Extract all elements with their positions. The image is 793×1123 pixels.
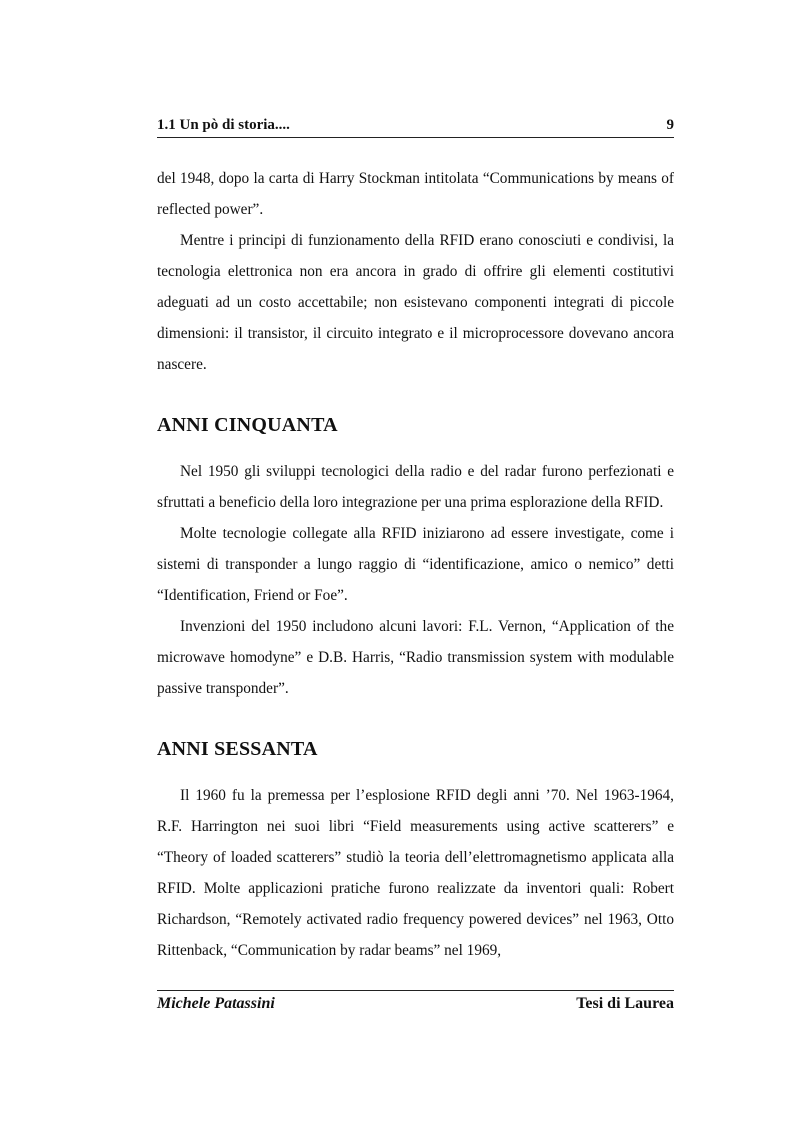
heading-anni-sessanta: ANNI SESSANTA — [157, 738, 318, 760]
heading-anni-cinquanta: ANNI CINQUANTA — [157, 414, 338, 436]
document-type: Tesi di Laurea — [576, 995, 674, 1012]
paragraph-technologies-investigated: Molte tecnologie collegate alla RFID iniziarono ad essere investigate, come i sistemi di transponder a lungo raggio di “identificazione, amico o nemico” detti “Identification, Friend or Foe”. — [157, 525, 674, 604]
paragraph-1950-developments: Nel 1950 gli sviluppi tecnologici della radio e del radar furono perfezionati e sfruttati a beneficio della loro integrazione per una prima esplorazione della RFID. — [157, 463, 674, 511]
paragraph-continuation: del 1948, dopo la carta di Harry Stockman intitolata “Communications by means of reflected power”. — [157, 170, 674, 218]
section-title: 1.1 Un pò di storia.... — [157, 117, 290, 133]
running-header — [157, 117, 674, 134]
paragraph-1950-inventions: Invenzioni del 1950 includono alcuni lavori: F.L. Vernon, “Application of the microwave homodyne” e D.B. Harris, “Radio transmission system with modulable passive transponder”. — [157, 618, 674, 697]
author-name: Michele Patassini — [157, 995, 275, 1012]
footer-rule — [157, 990, 674, 991]
running-footer — [157, 995, 674, 1013]
body-text — [157, 163, 674, 966]
paragraph-rfid-principles: Mentre i principi di funzionamento della RFID erano conosciuti e condivisi, la tecnologia elettronica non era ancora in grado di offrire gli elementi costitutivi adeguati ad un costo accettabile; non esistevano componenti integrati di piccole dimensioni: il transistor, il circuito integrato e il microprocessore dovevano ancora nascere. — [157, 232, 674, 373]
page-number: 9 — [666, 117, 674, 133]
header-rule — [157, 137, 674, 138]
paragraph-1960-premise: Il 1960 fu la premessa per l’esplosione RFID degli anni ’70. Nel 1963-1964, R.F. Harrington nei suoi libri “Field measurements using active scatterers” e “Theory of loaded scatterers” studiò la teoria dell’elettromagnetismo applicata alla RFID. Molte applicazioni pratiche furono realizzate da inventori quali: Robert Richardson, “Remotely activated radio frequency powered devices” nel 1963, Otto Rittenback, “Communication by radar beams” nel 1969, — [157, 787, 674, 959]
